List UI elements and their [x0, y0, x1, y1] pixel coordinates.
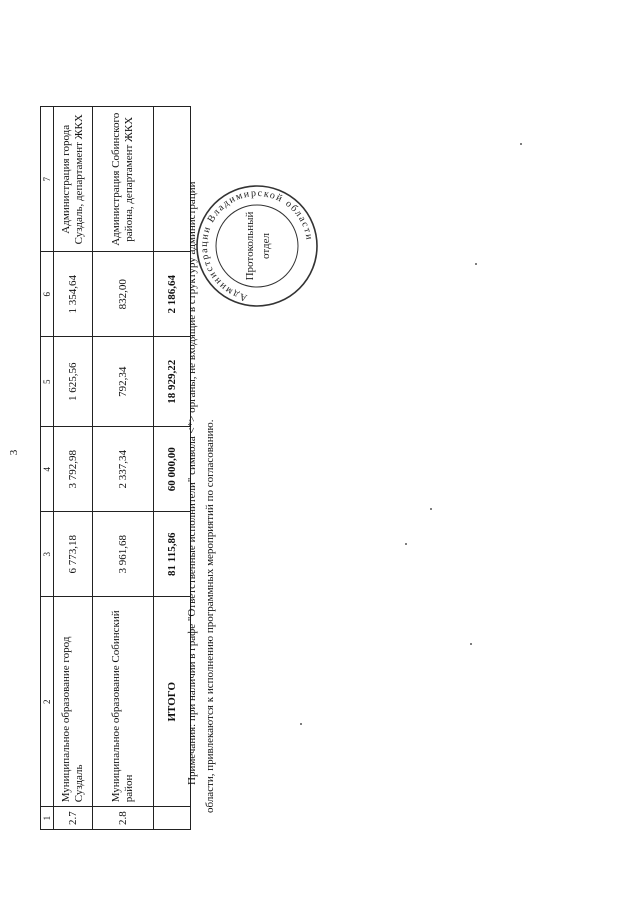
row-col3-value: 3 961,68: [93, 512, 154, 597]
scan-speck: [520, 143, 522, 145]
row-col5-value: 792,34: [93, 337, 154, 427]
total-label: ИТОГО: [154, 597, 191, 807]
table-header-row: [41, 107, 54, 830]
scan-speck: [405, 543, 407, 545]
header-cell: 5: [41, 337, 54, 427]
header-cell: 7: [41, 107, 54, 252]
scan-speck: [470, 643, 472, 645]
scan-speck: [475, 263, 477, 265]
total-col4-value: 60 000,00: [154, 427, 191, 512]
row-municipality: Муниципальное образование Собинский район: [93, 597, 154, 807]
page-number: 3: [8, 449, 20, 456]
footnote-line-2: области, привлекаются к исполнению программных мероприятий по согласованию.: [204, 419, 216, 813]
scan-speck: [300, 723, 302, 725]
header-cell: 1: [41, 807, 54, 830]
row-executor: Администрация города Суздаль, департамент ЖКХ: [54, 107, 93, 252]
footnote-line-1: Примечания: при наличии в графе "Ответственные исполнители" символа <*> органы, не входящие в структуру администрации: [186, 181, 198, 785]
row-col5-value: 1 625,56: [54, 337, 93, 427]
stamp-inner-line-1: Протокольный: [244, 211, 256, 281]
header-cell: 2: [41, 597, 54, 807]
table-row: [93, 107, 154, 830]
total-col3-value: 81 115,86: [154, 512, 191, 597]
header-cell: 6: [41, 252, 54, 337]
row-col6-value: 1 354,64: [54, 252, 93, 337]
row-number: 2.8: [93, 807, 154, 830]
official-stamp: [193, 182, 321, 310]
row-col6-value: 832,00: [93, 252, 154, 337]
stamp-outer-text: Администрации Владимирской области: [198, 187, 315, 304]
row-number: 2.7: [54, 807, 93, 830]
row-col4-value: 3 792,98: [54, 427, 93, 512]
table-row: [54, 107, 93, 830]
budget-table: [40, 106, 191, 830]
row-col4-value: 2 337,34: [93, 427, 154, 512]
row-col3-value: 6 773,18: [54, 512, 93, 597]
total-col5-value: 18 929,22: [154, 337, 191, 427]
scan-speck: [430, 508, 432, 510]
header-cell: 4: [41, 427, 54, 512]
total-col6-value: 2 186,64: [154, 252, 191, 337]
row-municipality: Муниципальное образование город Суздаль: [54, 597, 93, 807]
stamp-inner-line-2: отдел: [260, 233, 272, 259]
header-cell: 3: [41, 512, 54, 597]
row-executor: Администрация Собинского района, департамент ЖКХ: [93, 107, 154, 252]
